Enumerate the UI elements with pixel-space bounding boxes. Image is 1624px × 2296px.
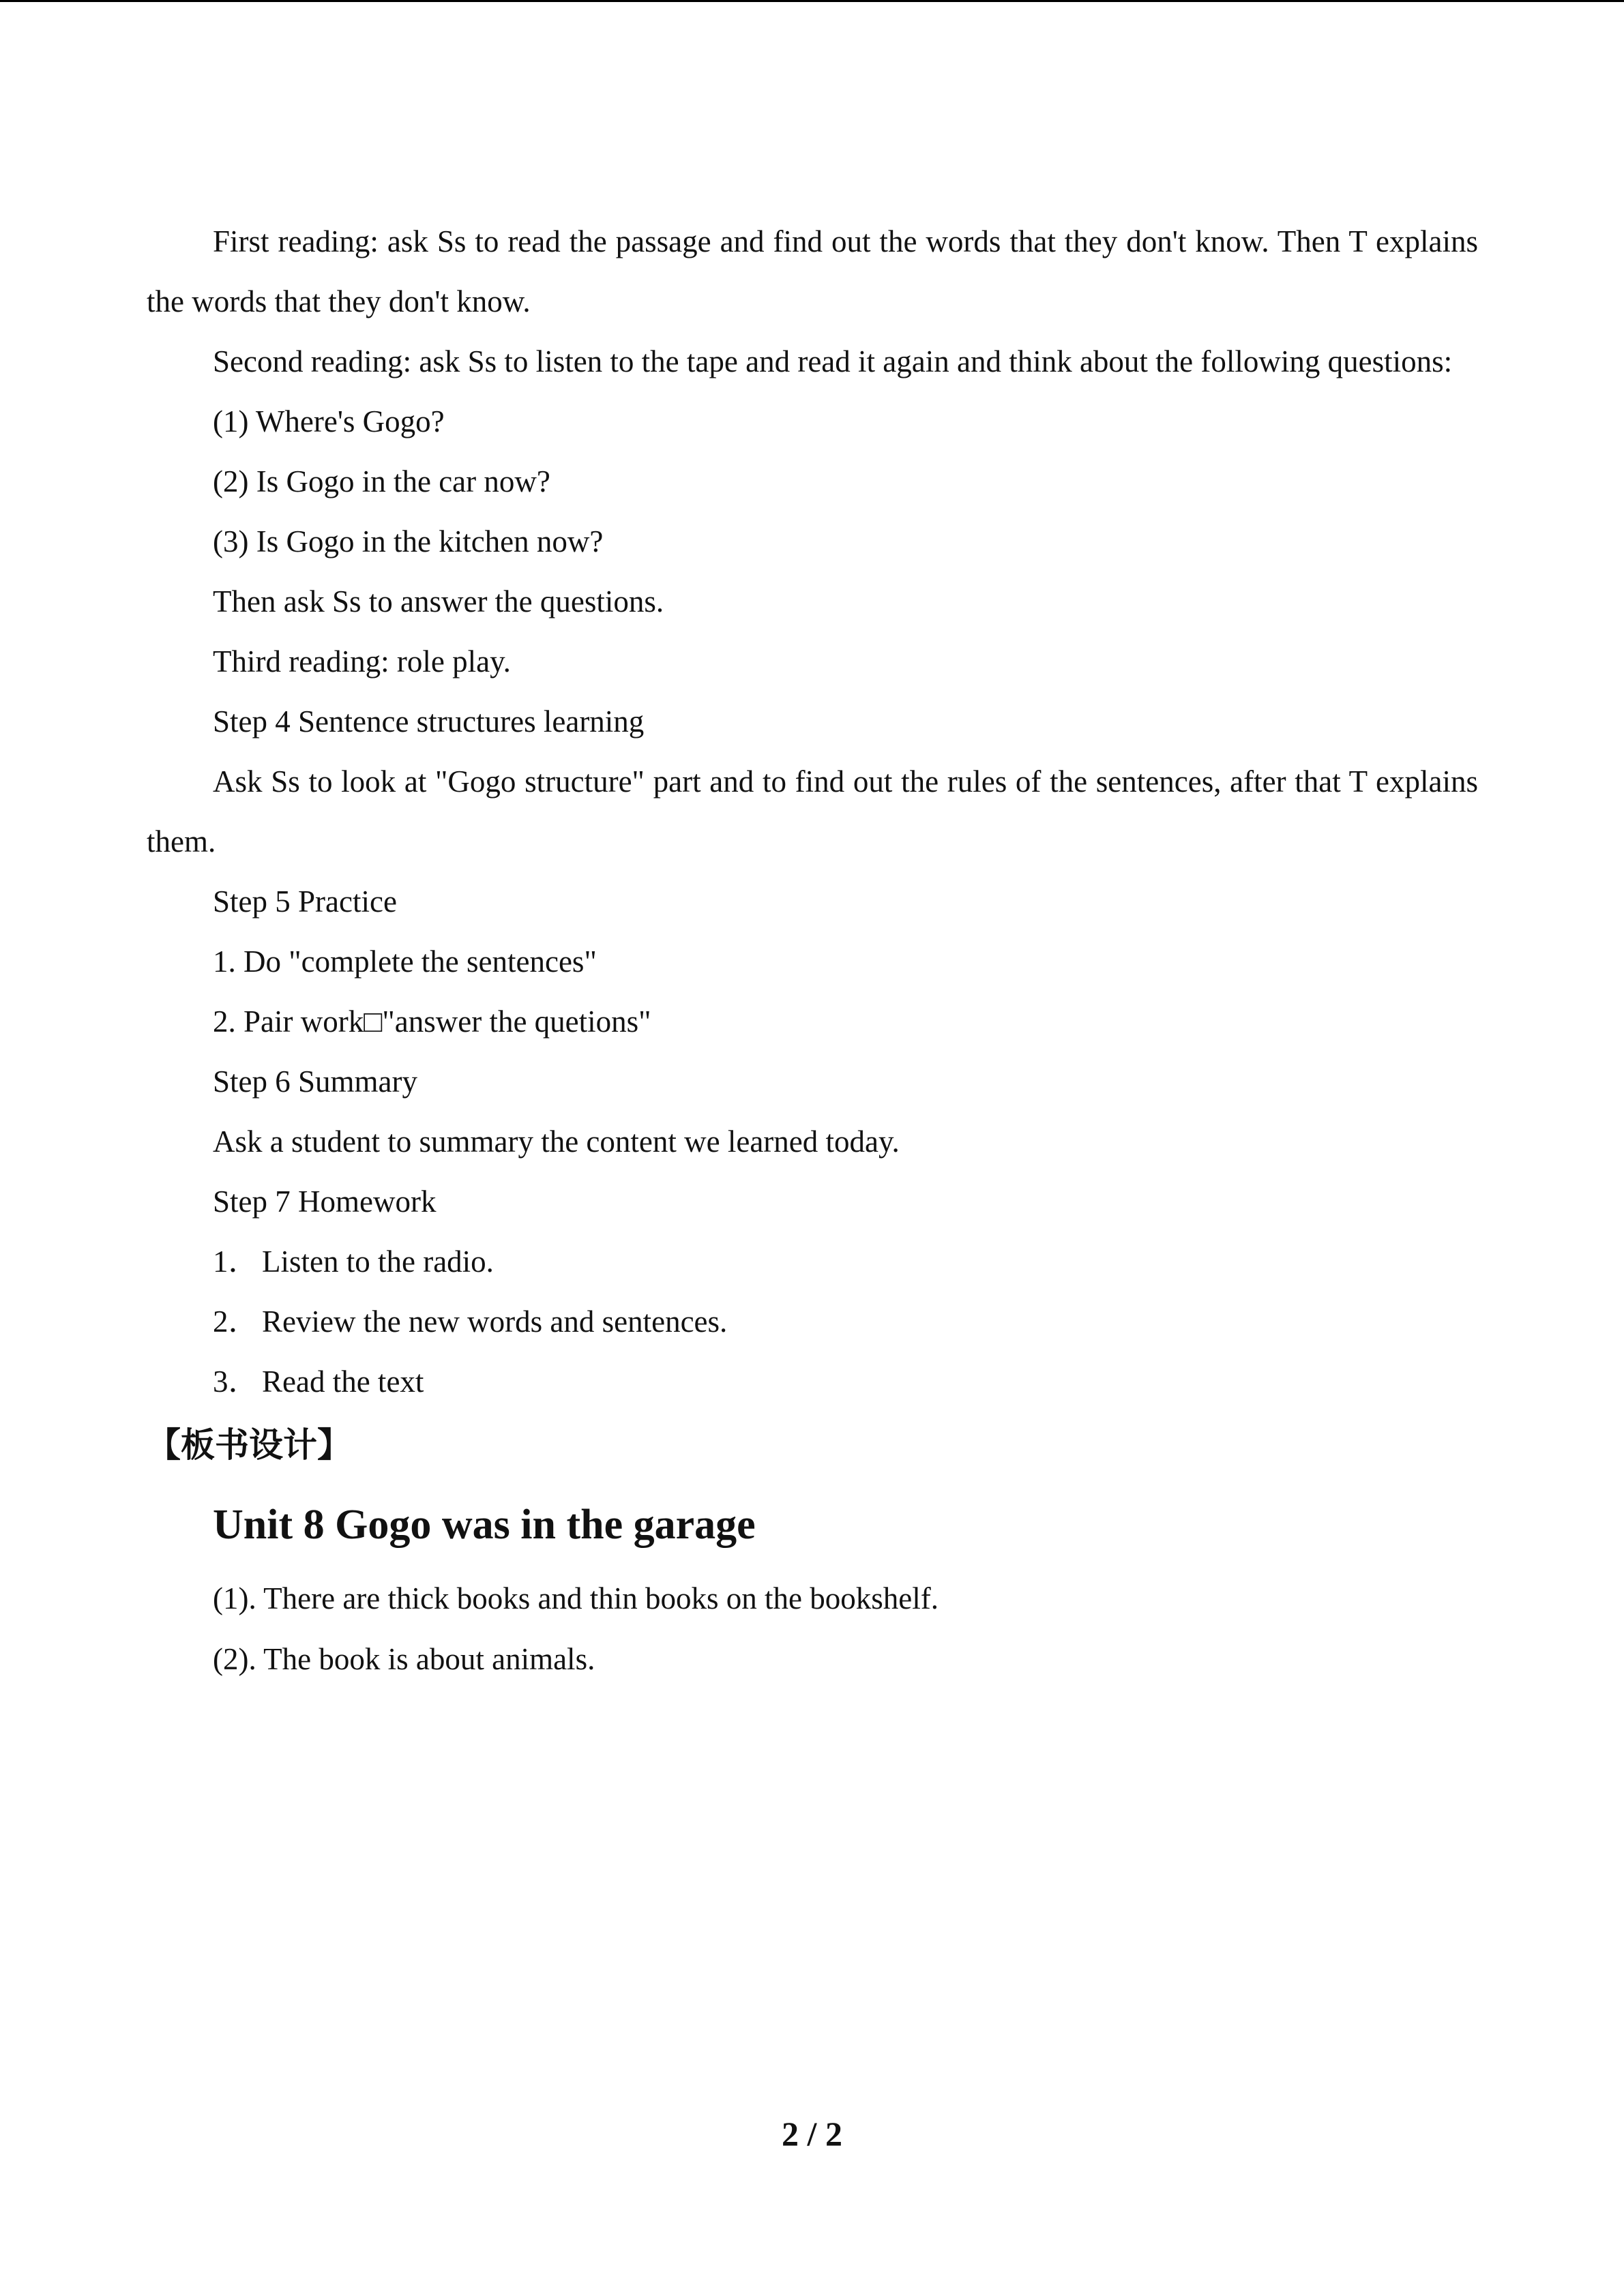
homework-item-text: Review the new words and sentences. bbox=[262, 1304, 728, 1339]
step-6-body: Ask a student to summary the content we learned today. bbox=[213, 1124, 900, 1159]
homework-item-1 bbox=[147, 1232, 1478, 1292]
third-reading-line: Third reading: role play. bbox=[213, 644, 511, 679]
homework-item-3 bbox=[147, 1352, 1478, 1412]
page-number: 2 / 2 bbox=[782, 2115, 842, 2153]
answer-questions-line: Then ask Ss to answer the questions. bbox=[213, 584, 664, 618]
step-5-heading: Step 5 Practice bbox=[213, 884, 397, 919]
step-4-body: Ask Ss to look at "Gogo structure" part and to find out the rules of the sentences, after that T explains them. bbox=[147, 764, 1478, 859]
homework-item-number: 2． bbox=[213, 1304, 259, 1339]
homework-item-number: 1． bbox=[213, 1244, 259, 1279]
homework-item-2 bbox=[147, 1292, 1478, 1352]
board-line-1: (1). There are thick books and thin books on the bookshelf. bbox=[213, 1581, 939, 1615]
top-border-line bbox=[0, 0, 1624, 2]
question-3: (3) Is Gogo in the kitchen now? bbox=[213, 524, 604, 558]
homework-item-text: Read the text bbox=[262, 1365, 424, 1399]
board-design-header: 【板书设计】 bbox=[147, 1425, 351, 1465]
question-2: (2) Is Gogo in the car now? bbox=[213, 464, 550, 498]
step-5-item-1: 1. Do "complete the sentences" bbox=[213, 944, 597, 979]
step-5-item-2: 2. Pair work□"answer the quetions" bbox=[213, 1004, 651, 1039]
homework-item-number: 3． bbox=[213, 1365, 259, 1399]
step-4-heading: Step 4 Sentence structures learning bbox=[213, 704, 645, 739]
unit-title: Unit 8 Gogo was in the garage bbox=[213, 1502, 756, 1548]
step-7-heading: Step 7 Homework bbox=[213, 1184, 437, 1219]
document-body bbox=[147, 211, 1478, 1690]
board-line-2: (2). The book is about animals. bbox=[213, 1642, 595, 1676]
step-6-heading: Step 6 Summary bbox=[213, 1064, 417, 1099]
first-reading-paragraph: First reading: ask Ss to read the passage and find out the words that they don't know. Then T explains the words that they don't know. bbox=[147, 224, 1478, 318]
question-1: (1) Where's Gogo? bbox=[213, 404, 445, 438]
second-reading-paragraph: Second reading: ask Ss to listen to the tape and read it again and think about the following questions: bbox=[213, 344, 1453, 378]
homework-item-text: Listen to the radio. bbox=[262, 1244, 494, 1279]
